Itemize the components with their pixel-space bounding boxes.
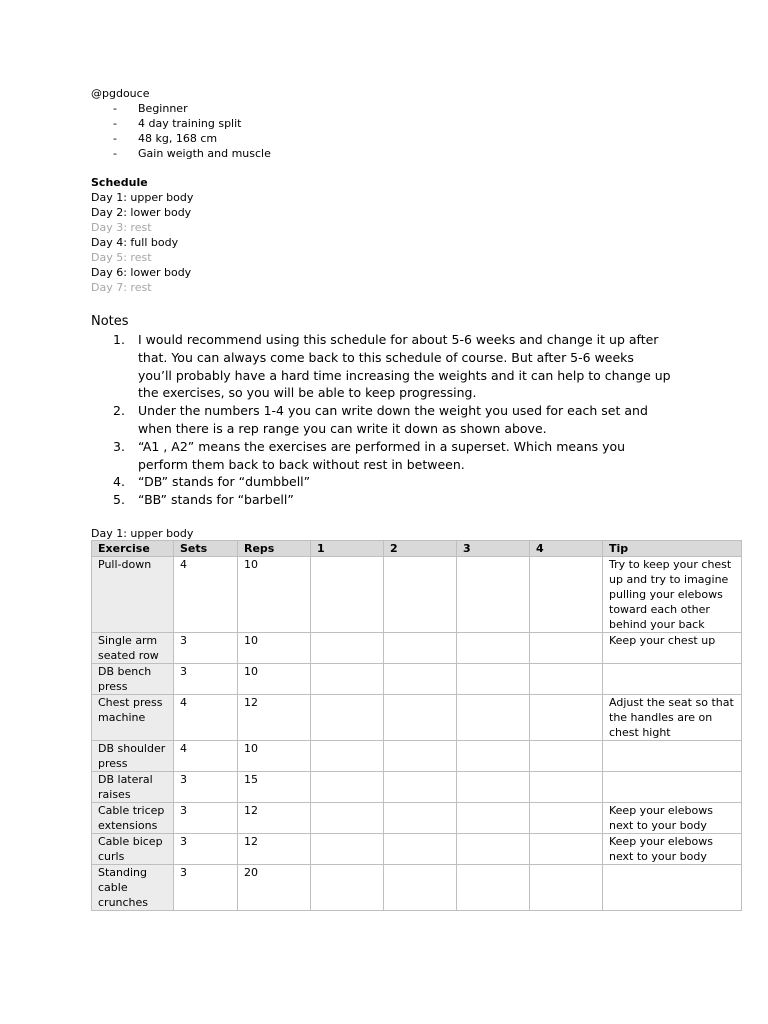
cell-exercise: Cable tricep extensions (92, 803, 174, 834)
notes-list (91, 331, 671, 509)
cell-set-2[interactable] (384, 695, 457, 741)
table-row (92, 865, 742, 911)
cell-reps: 10 (238, 664, 311, 695)
schedule-section (91, 175, 193, 295)
cell-set-3[interactable] (457, 741, 530, 772)
cell-set-2[interactable] (384, 741, 457, 772)
header-exercise: Exercise (92, 541, 174, 557)
cell-reps: 12 (238, 803, 311, 834)
note-text: “BB” stands for “barbell” (138, 492, 294, 508)
note-item (91, 491, 671, 509)
note-text: “DB” stands for “dumbbell” (138, 474, 311, 490)
cell-sets: 3 (174, 865, 238, 911)
note-item (91, 438, 671, 474)
cell-reps: 10 (238, 557, 311, 633)
profile-item (91, 101, 271, 116)
profile-item (91, 116, 271, 131)
cell-set-2[interactable] (384, 865, 457, 911)
cell-set-1[interactable] (311, 865, 384, 911)
cell-set-3[interactable] (457, 664, 530, 695)
cell-set-2[interactable] (384, 772, 457, 803)
note-number: 2. (113, 403, 125, 419)
table-row (92, 834, 742, 865)
profile-item-text: 48 kg, 168 cm (138, 132, 218, 145)
cell-set-4[interactable] (530, 664, 603, 695)
schedule-day-4: Day 4: full body (91, 236, 179, 249)
cell-sets: 3 (174, 834, 238, 865)
note-number: 1. (113, 332, 125, 347)
header-tip: Tip (603, 541, 742, 557)
cell-set-4[interactable] (530, 633, 603, 664)
cell-exercise: Pull-down (92, 557, 174, 633)
cell-reps: 10 (238, 633, 311, 664)
cell-set-4[interactable] (530, 772, 603, 803)
table-row (92, 741, 742, 772)
header-set-2: 2 (384, 541, 457, 557)
cell-set-4[interactable] (530, 695, 603, 741)
table-caption: Day 1: upper body (91, 527, 194, 540)
cell-set-3[interactable] (457, 834, 530, 865)
workout-table (91, 540, 742, 911)
cell-reps: 10 (238, 741, 311, 772)
table-header-row (92, 541, 742, 557)
profile-item-text: Gain weigth and muscle (138, 147, 271, 160)
cell-set-1[interactable] (311, 834, 384, 865)
schedule-day-5: Day 5: rest (91, 251, 152, 264)
cell-tip (603, 865, 742, 911)
cell-set-4[interactable] (530, 803, 603, 834)
note-item (91, 331, 671, 402)
notes-heading: Notes (91, 314, 129, 329)
cell-set-2[interactable] (384, 664, 457, 695)
cell-set-4[interactable] (530, 865, 603, 911)
note-number: 3. (113, 438, 125, 454)
header-set-1: 1 (311, 541, 384, 557)
cell-exercise: Standing cable crunches (92, 865, 174, 911)
cell-sets: 3 (174, 772, 238, 803)
note-text: “A1 , A2” means the exercises are performed in a superset. Which means you perform them back to back without rest in between. (138, 438, 626, 472)
note-number: 5. (113, 492, 125, 508)
cell-exercise: Cable bicep curls (92, 834, 174, 865)
cell-set-1[interactable] (311, 695, 384, 741)
cell-tip: Keep your elebows next to your body (603, 803, 742, 834)
cell-tip: Try to keep your chest up and try to imagine pulling your elebows toward each other behind your back (603, 557, 742, 633)
cell-set-1[interactable] (311, 557, 384, 633)
cell-tip: Adjust the seat so that the handles are on chest hight (603, 695, 742, 741)
table-row (92, 803, 742, 834)
cell-tip (603, 772, 742, 803)
list-dash: - (113, 102, 117, 115)
cell-set-1[interactable] (311, 633, 384, 664)
cell-set-1[interactable] (311, 741, 384, 772)
cell-sets: 4 (174, 741, 238, 772)
note-item (91, 473, 671, 491)
cell-set-1[interactable] (311, 664, 384, 695)
cell-sets: 3 (174, 633, 238, 664)
cell-set-2[interactable] (384, 803, 457, 834)
list-dash: - (113, 147, 117, 160)
cell-tip (603, 741, 742, 772)
cell-set-4[interactable] (530, 834, 603, 865)
cell-set-2[interactable] (384, 834, 457, 865)
cell-set-1[interactable] (311, 803, 384, 834)
cell-set-3[interactable] (457, 772, 530, 803)
table-row (92, 633, 742, 664)
schedule-day-6: Day 6: lower body (91, 266, 192, 279)
table-row (92, 664, 742, 695)
cell-reps: 15 (238, 772, 311, 803)
table-row (92, 695, 742, 741)
cell-exercise: Single arm seated row (92, 633, 174, 664)
cell-tip: Keep your elebows next to your body (603, 834, 742, 865)
cell-set-2[interactable] (384, 633, 457, 664)
profile-list (91, 101, 271, 161)
cell-set-3[interactable] (457, 695, 530, 741)
cell-set-3[interactable] (457, 803, 530, 834)
cell-set-4[interactable] (530, 557, 603, 633)
schedule-day-7: Day 7: rest (91, 281, 152, 294)
list-dash: - (113, 117, 117, 130)
schedule-title: Schedule (91, 176, 148, 189)
cell-exercise: Chest press machine (92, 695, 174, 741)
cell-set-3[interactable] (457, 633, 530, 664)
table-row (92, 772, 742, 803)
cell-exercise: DB lateral raises (92, 772, 174, 803)
header-reps: Reps (238, 541, 311, 557)
cell-set-2[interactable] (384, 557, 457, 633)
schedule-day-3: Day 3: rest (91, 221, 152, 234)
profile-item-text: 4 day training split (138, 117, 242, 130)
cell-set-3[interactable] (457, 557, 530, 633)
note-text: I would recommend using this schedule for about 5-6 weeks and change it up after that. You can always come back to this schedule of course. But after 5-6 weeks you’ll probably have a hard time increasing the weights and it can help to change up the exercises, so you will be able to keep progressing. (138, 332, 671, 401)
cell-reps: 12 (238, 834, 311, 865)
cell-reps: 12 (238, 695, 311, 741)
schedule-day-2: Day 2: lower body (91, 206, 192, 219)
header-set-4: 4 (530, 541, 603, 557)
note-number: 4. (113, 474, 125, 490)
cell-exercise: DB shoulder press (92, 741, 174, 772)
profile-item (91, 146, 271, 161)
cell-set-4[interactable] (530, 741, 603, 772)
profile-item-text: Beginner (138, 102, 188, 115)
cell-sets: 3 (174, 664, 238, 695)
header-set-3: 3 (457, 541, 530, 557)
cell-tip: Keep your chest up (603, 633, 742, 664)
author-handle: @pgdouce (91, 87, 150, 100)
header-sets: Sets (174, 541, 238, 557)
list-dash: - (113, 132, 117, 145)
cell-set-1[interactable] (311, 772, 384, 803)
cell-tip (603, 664, 742, 695)
note-item (91, 402, 671, 438)
cell-reps: 20 (238, 865, 311, 911)
cell-sets: 3 (174, 803, 238, 834)
cell-sets: 4 (174, 557, 238, 633)
cell-exercise: DB bench press (92, 664, 174, 695)
cell-sets: 4 (174, 695, 238, 741)
schedule-day-1: Day 1: upper body (91, 191, 194, 204)
note-text: Under the numbers 1-4 you can write down the weight you used for each set and when there is a rep range you can write it down as shown above. (138, 403, 648, 436)
table-row (92, 557, 742, 633)
cell-set-3[interactable] (457, 865, 530, 911)
profile-item (91, 131, 271, 146)
